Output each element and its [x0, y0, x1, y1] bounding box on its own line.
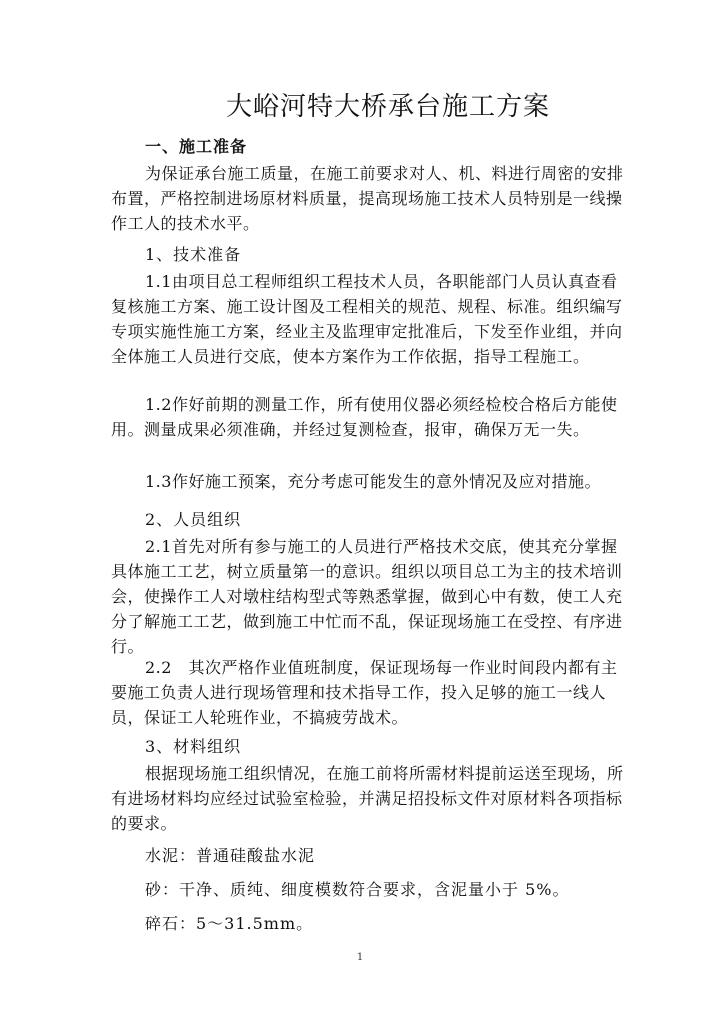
- material-item-gravel: 碎石：5～31.5mm。: [145, 914, 314, 933]
- paragraph-tech-1-3: 1.3作好施工预案，充分考虑可能发生的意外情况及应对措施。: [145, 472, 601, 491]
- section-heading-preparation: 一、施工准备: [145, 137, 248, 156]
- page-number: 1: [356, 952, 364, 963]
- paragraph-tech-1-2: 1.2作好前期的测量工作，所有使用仪器必须经检校合格后方能使用。测量成果必须准确，并经过复测检查，报审，确保万无一失。: [111, 395, 618, 439]
- paragraph-material: 根据现场施工组织情况，在施工前将所需材料提前运送至现场，所有进场材料均应经过试验室检验，并满足招投标文件对原材料各项指标的要求。: [111, 764, 624, 833]
- paragraph-tech-1-1: 1.1由项目总工程师组织工程技术人员，各职能部门人员认真查看复核施工方案、施工设计图及工程相关的规范、规程、标准。组织编写专项实施性施工方案，经业主及监理审定批准后，下发至作业组，并向全体施工人员进行交底，使本方案作为工作依据，指导工程施工。: [111, 272, 623, 366]
- paragraph-intro: 为保证承台施工质量，在施工前要求对人、机、料进行周密的安排布置，严格控制进场原材料质量，提高现场施工技术人员特别是一线操作工人的技术水平。: [111, 164, 624, 233]
- paragraph-staff-2-2: 2.2 其次严格作业值班制度，保证现场每一作业时间段内都有主要施工负责人进行现场管理和技术指导工作，投入足够的施工一线人员，保证工人轮班作业，不搞疲劳战术。: [111, 658, 618, 727]
- material-item-sand: 砂：干净、质纯、细度模数符合要求，含泥量小于 5%。: [145, 880, 570, 899]
- subheading-material-organization: 3、材料组织: [145, 737, 242, 756]
- paragraph-staff-2-1: 2.1首先对所有参与施工的人员进行严格技术交底，使其充分掌握具体施工工艺，树立质量第一的意识。组织以项目总工为主的技术培训会，使操作工人对墩柱结构型式等熟悉掌握，做到心中有数，使工人充分了解施工工艺，做到施工中忙而不乱，保证现场施工在受控、有序进行。: [111, 537, 623, 656]
- subheading-staff-organization: 2、人员组织: [145, 510, 242, 529]
- document-title: 大峪河特大桥承台施工方案: [225, 92, 550, 122]
- material-item-cement: 水泥：普通硅酸盐水泥: [145, 846, 316, 865]
- subheading-tech-preparation: 1、技术准备: [145, 245, 242, 264]
